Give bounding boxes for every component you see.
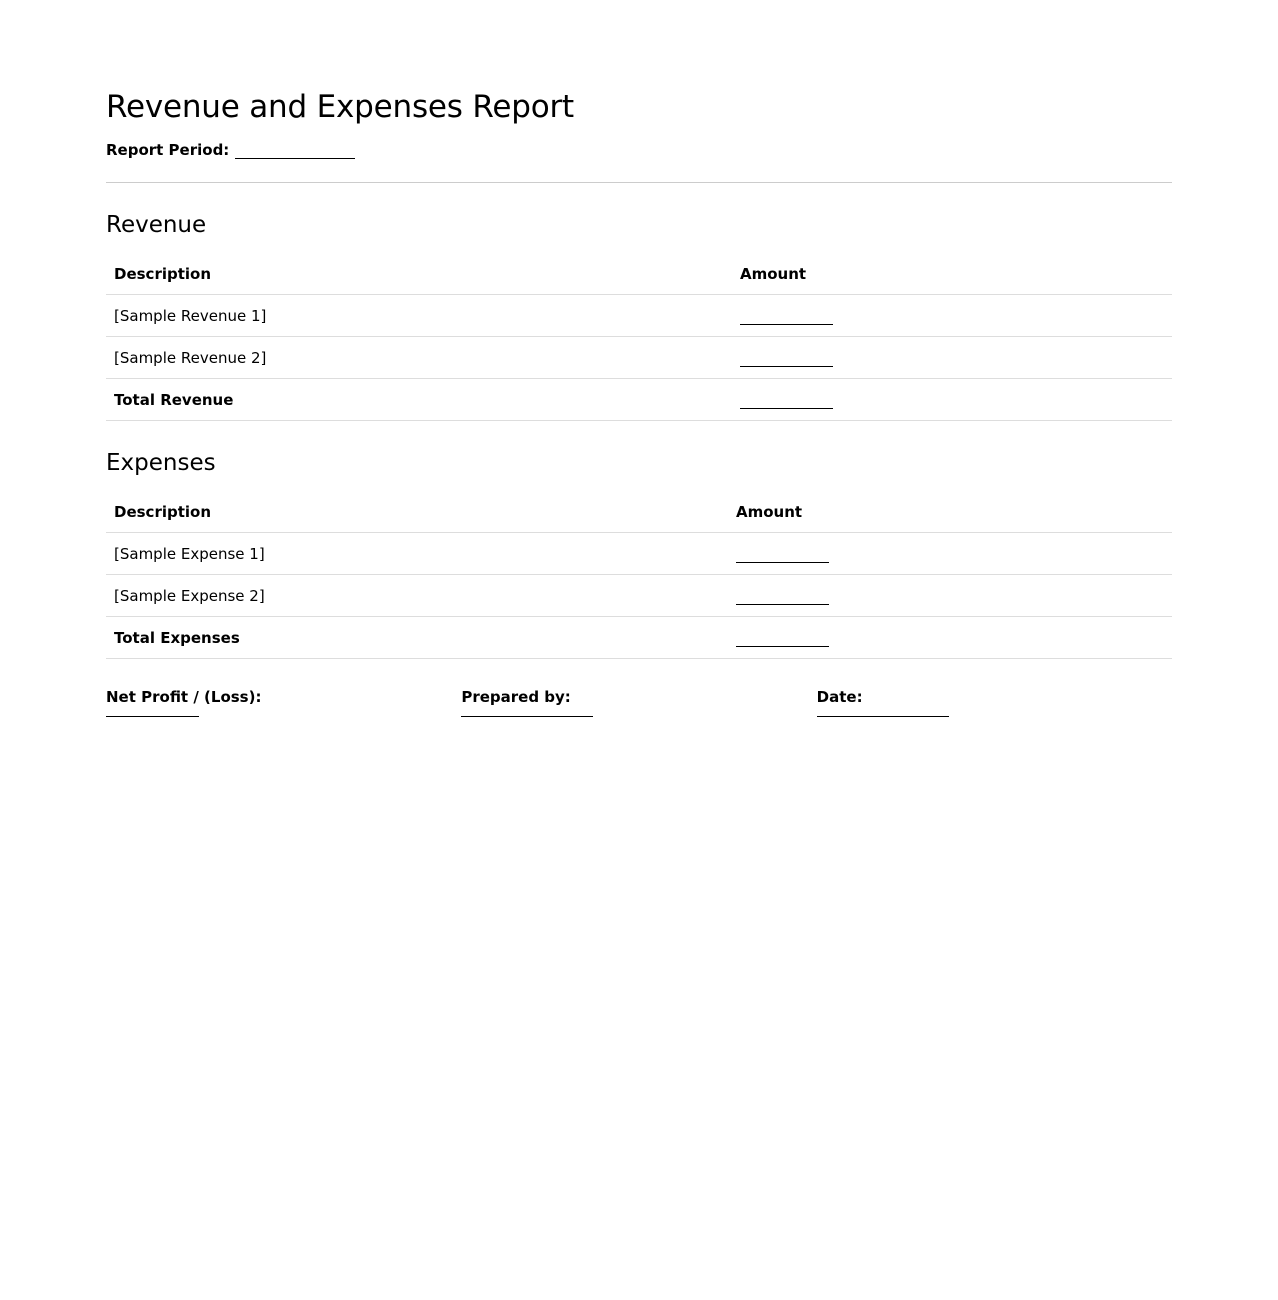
total-expenses-blank — [728, 617, 1172, 659]
page-title: Revenue and Expenses Report — [106, 89, 574, 125]
revenue-heading: Revenue — [106, 212, 207, 238]
revenue-amount-blank — [732, 337, 1172, 379]
table-header-row — [106, 253, 1172, 295]
report-footer — [106, 687, 1172, 717]
column-header-amount: Amount — [728, 491, 1172, 533]
total-revenue-label: Total Revenue — [106, 379, 732, 421]
date-label: Date: — [816, 688, 863, 706]
revenue-description: [Sample Revenue 1] — [106, 295, 732, 337]
report-page — [106, 86, 1172, 717]
expense-amount-blank — [728, 533, 1172, 575]
report-period-blank — [235, 150, 355, 159]
column-header-amount: Amount — [732, 253, 1172, 295]
table-row — [106, 533, 1172, 575]
prepared-by-blank — [461, 716, 593, 717]
report-period — [106, 140, 1172, 160]
total-row — [106, 617, 1172, 659]
table-row — [106, 337, 1172, 379]
column-header-description: Description — [106, 491, 728, 533]
total-row — [106, 379, 1172, 421]
column-header-description: Description — [106, 253, 732, 295]
date-blank — [817, 716, 949, 717]
net-profit-block — [106, 687, 461, 717]
prepared-by-label: Prepared by: — [461, 688, 571, 706]
expenses-heading: Expenses — [106, 450, 216, 476]
net-profit-blank — [106, 716, 199, 717]
table-row — [106, 575, 1172, 617]
revenue-table — [106, 253, 1172, 421]
expenses-table — [106, 491, 1172, 659]
total-expenses-label: Total Expenses — [106, 617, 728, 659]
prepared-by-block — [461, 687, 816, 717]
header-divider — [106, 182, 1172, 183]
expense-description: [Sample Expense 2] — [106, 575, 728, 617]
revenue-amount-blank — [732, 295, 1172, 337]
report-period-label: Report Period: — [106, 141, 230, 159]
table-header-row — [106, 491, 1172, 533]
date-block — [817, 687, 1172, 717]
revenue-description: [Sample Revenue 2] — [106, 337, 732, 379]
expense-amount-blank — [728, 575, 1172, 617]
expense-description: [Sample Expense 1] — [106, 533, 728, 575]
total-revenue-blank — [732, 379, 1172, 421]
table-row — [106, 295, 1172, 337]
net-profit-label: Net Profit / (Loss): — [106, 688, 262, 706]
